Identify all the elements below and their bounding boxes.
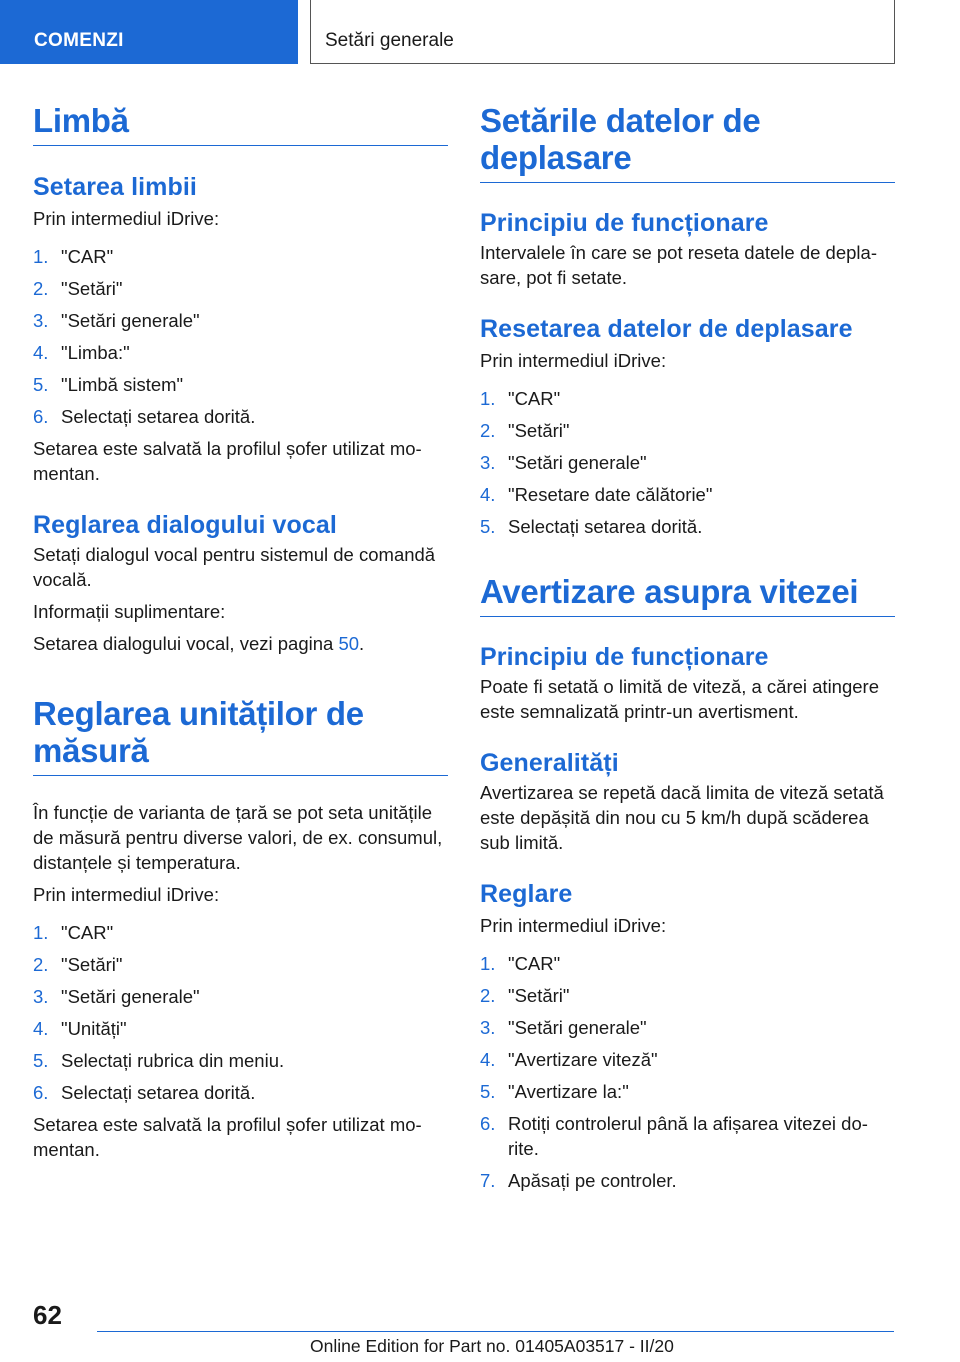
list-item: 2. "Setări" (33, 954, 123, 975)
heading-principiu-viteza: Principiu de funcționare (480, 643, 769, 671)
list-item: 3. "Setări generale" (480, 1017, 647, 1038)
paragraph: În funcție de varianta de țară se pot seta unitățile de măsură pentru diverse valori, de ex. consumul, distanțele și temperatura. (33, 802, 443, 873)
list-item: 5. Selectați setarea dorită. (480, 516, 703, 537)
paragraph: Prin intermediul iDrive: (33, 208, 220, 229)
section-tab: COMENZI (0, 0, 298, 64)
chapter-title: Setări generale (310, 0, 895, 64)
page-number: 62 (33, 1300, 62, 1330)
list-item: 5. Selectați rubrica din meniu. (33, 1050, 285, 1071)
heading-generalitati: Generalități (480, 749, 619, 777)
paragraph: Informații suplimentare: (33, 601, 226, 622)
section-title-unitati: Reglarea unităților de măsură (33, 695, 448, 776)
list-item: 2. "Setări" (480, 985, 570, 1006)
list-item: 6. Selectați setarea dorită. (33, 406, 256, 427)
paragraph: Intervalele în care se pot reseta datele de depla-sare, pot fi setate. (480, 242, 877, 288)
list-item: 1. "CAR" (480, 388, 561, 409)
list-item: 2. "Setări" (33, 278, 123, 299)
list-item: 5. "Limbă sistem" (33, 374, 184, 395)
list-item: 6. Rotiți controlerul până la afișarea vitezei do-rite. (480, 1113, 868, 1159)
list-item: 7. Apăsați pe controler. (480, 1170, 677, 1191)
left-column (33, 102, 448, 1162)
list-item: 4. "Unități" (33, 1018, 127, 1039)
page-link[interactable]: 50 (338, 633, 360, 654)
steps-list-reglare (480, 951, 895, 1193)
section-title-deplasare: Setările datelor de deplasare (480, 102, 895, 183)
paragraph: Setarea este salvată la profilul șofer utilizat mo-mentan. (33, 438, 422, 484)
list-item: 3. "Setări generale" (33, 986, 200, 1007)
list-item: 2. "Setări" (480, 420, 570, 441)
list-item: 3. "Setări generale" (480, 452, 647, 473)
list-item: 4. "Resetare date călătorie" (480, 484, 713, 505)
steps-list-limba (33, 244, 448, 429)
paragraph: Prin intermediul iDrive: (480, 350, 667, 371)
list-item: 6. Selectați setarea dorită. (33, 1082, 256, 1103)
list-item: 4. "Avertizare viteză" (480, 1049, 658, 1070)
paragraph: Prin intermediul iDrive: (33, 884, 220, 905)
heading-reglare: Reglare (480, 880, 573, 908)
list-item: 4. "Limba:" (33, 342, 130, 363)
list-item: 1. "CAR" (33, 246, 114, 267)
right-column (480, 102, 895, 1200)
heading-reglarea-dialogului: Reglarea dialogului vocal (33, 511, 337, 539)
footer-divider (97, 1331, 894, 1332)
heading-principiu-deplasare: Principiu de funcționare (480, 209, 769, 237)
footer-edition: Online Edition for Part no. 01405A03517 - II/20 (310, 1336, 674, 1356)
paragraph: Setarea este salvată la profilul șofer utilizat mo-mentan. (33, 1114, 422, 1160)
list-item: 1. "CAR" (33, 922, 114, 943)
steps-list-unitati (33, 920, 448, 1105)
list-item: 3. "Setări generale" (33, 310, 200, 331)
paragraph: Prin intermediul iDrive: (480, 915, 667, 936)
paragraph: Setarea dialogului vocal, vezi pagina 50. (33, 633, 365, 654)
paragraph: Setați dialogul vocal pentru sistemul de comandă vocală. (33, 544, 436, 590)
section-title-limba: Limbă (33, 102, 448, 146)
heading-resetarea-datelor: Resetarea datelor de deplasare (480, 315, 853, 343)
section-title-viteza: Avertizare asupra vitezei (480, 573, 895, 617)
paragraph: Poate fi setată o limită de viteză, a cărei atingere este semnalizată printr-un avertisment. (480, 676, 879, 722)
heading-setarea-limbii: Setarea limbii (33, 173, 197, 201)
list-item: 1. "CAR" (480, 953, 561, 974)
paragraph: Avertizarea se repetă dacă limita de viteză setată este depășită din nou cu 5 km/h după scăderea sub limită. (480, 782, 884, 853)
list-item: 5. "Avertizare la:" (480, 1081, 629, 1102)
steps-list-resetare (480, 386, 895, 539)
